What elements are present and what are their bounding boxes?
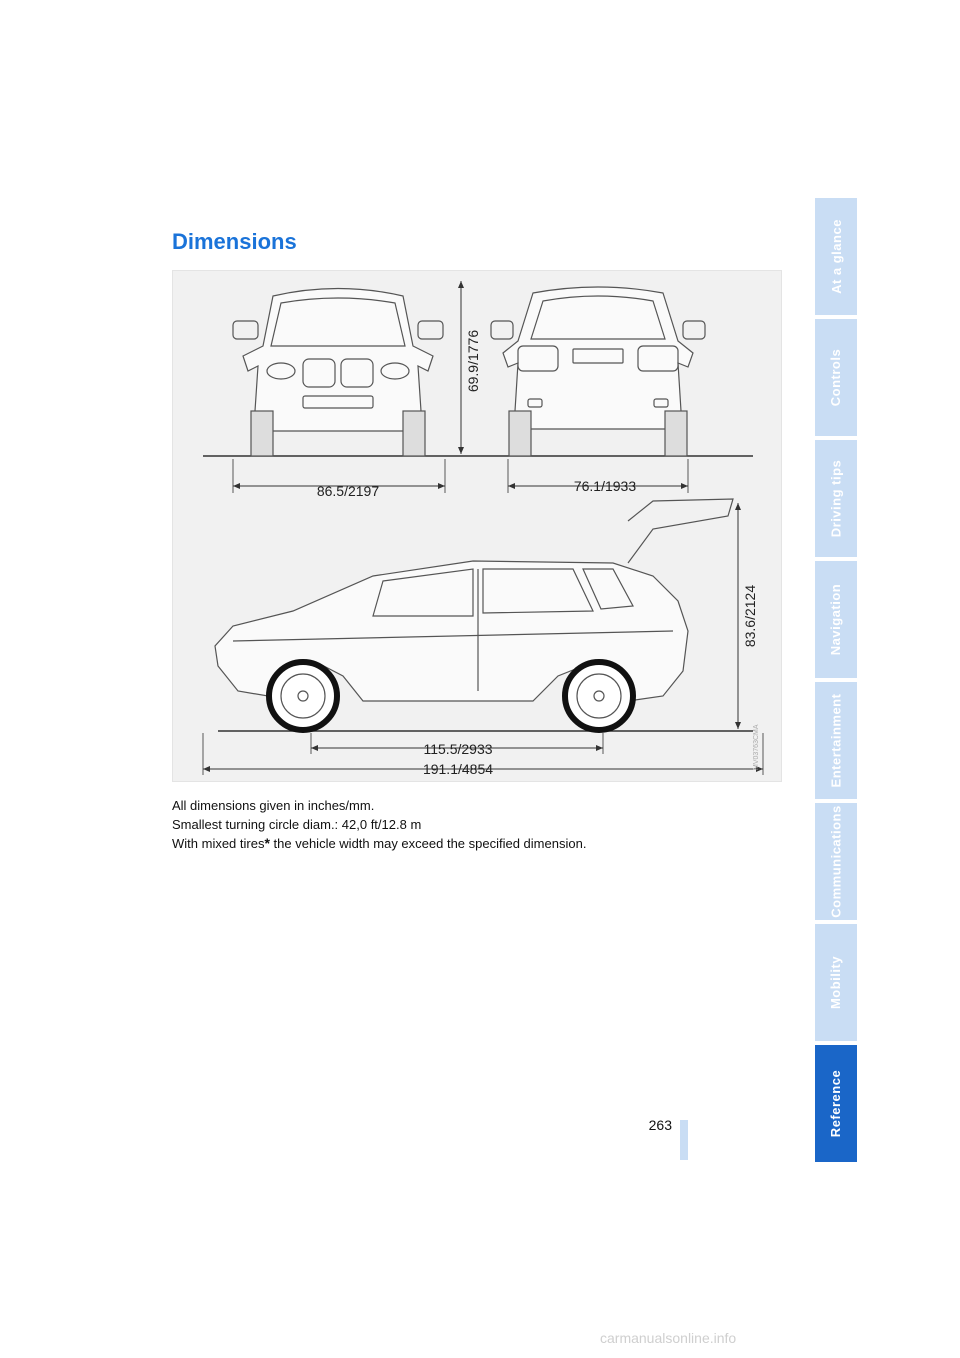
front-view-drawing [233,289,443,457]
tab-controls[interactable]: Controls [815,319,857,436]
dimensions-figure [172,270,782,782]
tab-reference[interactable]: Reference [815,1045,857,1162]
length-label: 191.1/4854 [422,761,494,777]
side-view-drawing [215,499,733,730]
watermark: carmanualsonline.info [600,1330,737,1346]
rear-view-drawing [491,287,705,456]
wheelbase-label: 115.5/2933 [423,741,493,757]
page-title: Dimensions [172,229,297,254]
caption-units: All dimensions given in inches/mm. [172,798,375,813]
tab-entertainment[interactable]: Entertainment [815,682,857,799]
caption-block [172,796,586,853]
tab-at-a-glance[interactable]: At a glance [815,198,857,315]
tab-driving-tips[interactable]: Driving tips [815,440,857,557]
page-number: 263 [648,1117,672,1133]
tab-communications[interactable]: Communications [815,803,857,920]
option-star-icon: * [264,835,270,851]
width-label: 86.5/2197 [316,483,380,499]
side-tab-nav [815,198,857,1166]
page-number-bar [680,1120,688,1160]
height-label: 69.9/1776 [465,329,481,393]
tab-mobility[interactable]: Mobility [815,924,857,1041]
caption-mixed-tires: With mixed tires* the vehicle width may exceed the specified dimension. [172,835,587,851]
track-label: 76.1/1933 [573,478,637,494]
open-height-label: 83.6/2124 [742,584,758,648]
figure-code [753,760,760,770]
tab-navigation[interactable]: Navigation [815,561,857,678]
vehicle-dimensions-diagram [173,271,781,781]
caption-turning-circle: Smallest turning circle diam.: 42,0 ft/12.8 m [172,817,422,832]
